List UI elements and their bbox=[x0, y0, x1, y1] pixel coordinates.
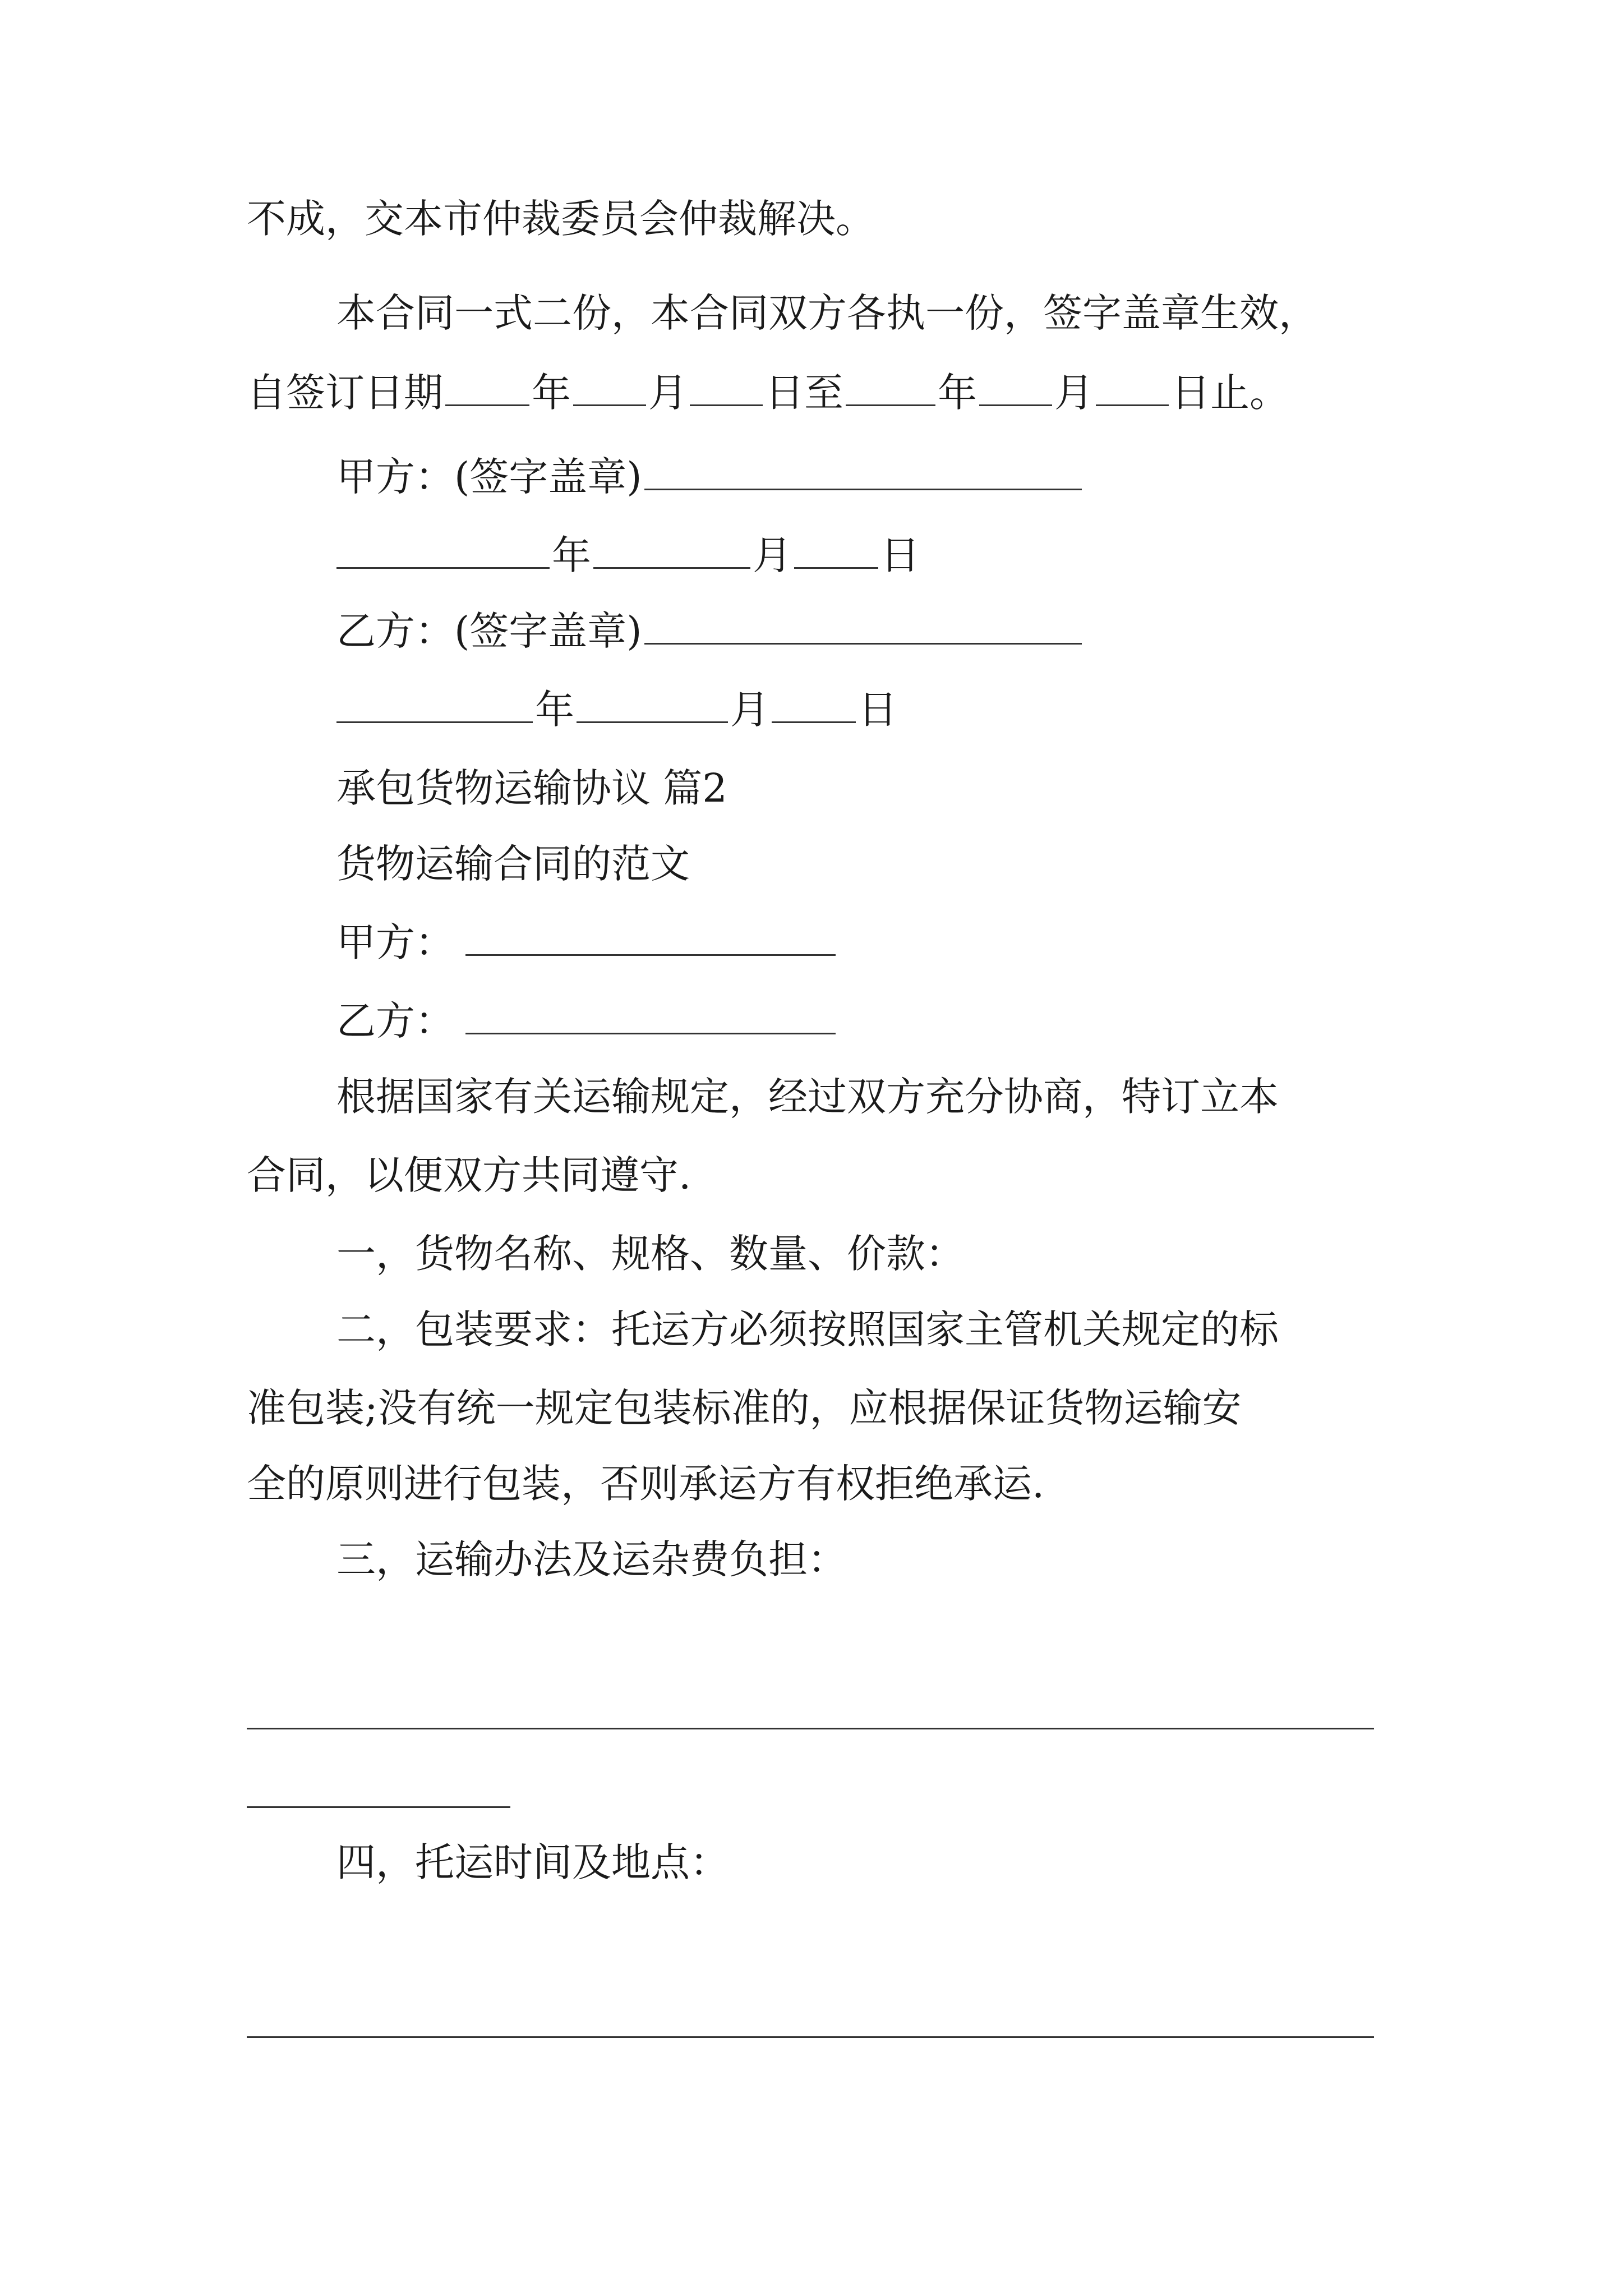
text-fragment: 甲方： bbox=[336, 919, 454, 965]
contract-period-line bbox=[247, 365, 1289, 421]
text-fragment: 日止。 bbox=[1171, 370, 1289, 416]
text-fragment: 日至 bbox=[765, 370, 843, 416]
blank-field[interactable] bbox=[846, 367, 935, 406]
blank-rule[interactable] bbox=[247, 1806, 510, 1808]
text-line: 合同，以便双方共同遵守. bbox=[247, 1152, 691, 1198]
text-fragment: 甲方：(签字盖章) bbox=[336, 454, 642, 500]
text-fragment: 乙方： bbox=[336, 998, 454, 1044]
blank-field[interactable] bbox=[445, 367, 529, 406]
text-fragment: 年 bbox=[552, 532, 591, 578]
blank-field[interactable] bbox=[465, 996, 836, 1034]
date-line bbox=[336, 527, 920, 583]
text-fragment: 自签订日期 bbox=[247, 370, 443, 416]
text-line: 本合同一式二份，本合同双方各执一份，签字盖章生效， bbox=[336, 290, 1318, 336]
text-line: 全的原则进行包装，否则承运方有权拒绝承运. bbox=[247, 1461, 1045, 1507]
text-fragment: 日 bbox=[880, 532, 920, 578]
blank-field[interactable] bbox=[336, 530, 550, 569]
text-fragment: 日 bbox=[858, 687, 897, 733]
text-fragment: 年 bbox=[532, 370, 571, 416]
blank-field[interactable] bbox=[593, 530, 750, 569]
text-line: 二，包装要求：托运方必须按照国家主管机关规定的标 bbox=[336, 1306, 1279, 1352]
blank-field[interactable] bbox=[690, 367, 763, 406]
blank-field[interactable] bbox=[577, 684, 728, 723]
text-fragment: 年 bbox=[938, 370, 977, 416]
signature-blank[interactable] bbox=[644, 606, 1082, 645]
blank-rule[interactable] bbox=[247, 1728, 1374, 1729]
section-heading: 一，货物名称、规格、数量、价款： bbox=[336, 1231, 965, 1277]
blank-field[interactable] bbox=[573, 367, 646, 406]
text-fragment: 年 bbox=[535, 687, 574, 733]
date-line bbox=[336, 682, 897, 738]
text-line: 准包装;没有统一规定包装标准的，应根据保证货物运输安 bbox=[247, 1385, 1242, 1431]
party-b-signature-line bbox=[336, 603, 1084, 659]
section-heading: 三，运输办法及运杂费负担： bbox=[336, 1536, 847, 1582]
text-fragment: 月 bbox=[730, 687, 769, 733]
text-fragment: 月 bbox=[1054, 370, 1094, 416]
party-a-signature-line bbox=[336, 449, 1084, 505]
party-a-line bbox=[336, 914, 838, 970]
blank-field[interactable] bbox=[336, 684, 533, 723]
blank-rule[interactable] bbox=[247, 2036, 1374, 2038]
signature-blank[interactable] bbox=[644, 452, 1082, 490]
blank-field[interactable] bbox=[794, 530, 878, 569]
text-fragment: 月 bbox=[753, 532, 792, 578]
blank-field[interactable] bbox=[772, 684, 856, 723]
blank-field[interactable] bbox=[1096, 367, 1169, 406]
party-b-line bbox=[336, 993, 838, 1049]
text-fragment: 乙方：(签字盖章) bbox=[336, 608, 642, 654]
section-title: 承包货物运输协议 篇2 bbox=[336, 765, 727, 811]
blank-field[interactable] bbox=[465, 917, 836, 956]
text-line: 不成，交本市仲裁委员会仲裁解决。 bbox=[247, 196, 875, 242]
text-fragment: 月 bbox=[648, 370, 688, 416]
section-heading: 四，托运时间及地点： bbox=[336, 1839, 729, 1885]
document-subtitle: 货物运输合同的范文 bbox=[336, 841, 690, 887]
blank-field[interactable] bbox=[979, 367, 1052, 406]
text-line: 根据国家有关运输规定，经过双方充分协商，特订立本 bbox=[336, 1074, 1279, 1120]
